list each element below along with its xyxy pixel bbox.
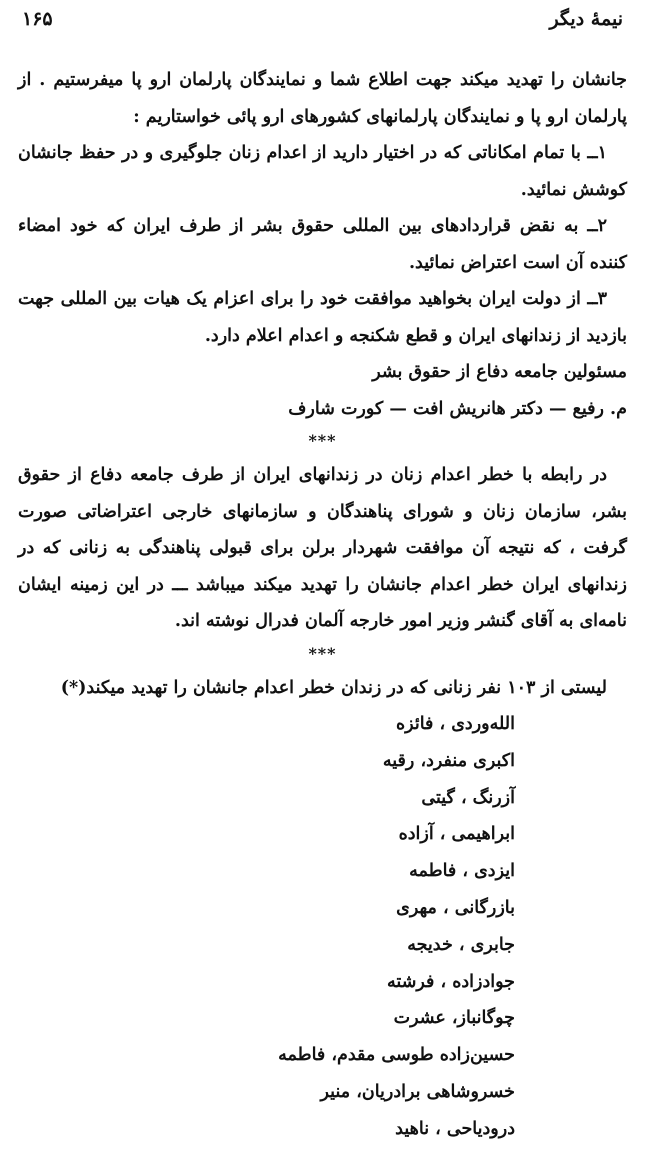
demand-item-3: ۳ــ از دولت ایران بخواهید موافقت خود را برای اعزام یک هیات بین المللی جهت بازدید از زندانهای ایران و قطع شکنجه و اعدام اعلام دارد. <box>18 289 627 346</box>
signature-organization: مسئولین جامعه دفاع از حقوق بشر <box>372 362 627 382</box>
page-body <box>18 62 627 1148</box>
paragraph-continuation: جانشان را تهدید میکند جهت اطلاع شما و نمایندگان پارلمان ارو پا میفرستیم . از پارلمان ارو پا و نمایندگان پارلمانهای کشورهای ارو پائی خواستاریم : <box>18 70 627 127</box>
paragraph-news: در رابطه با خطر اعدام زنان در زندانهای ایران از طرف جامعه دفاع از حقوق بشر، سازمان زنان و شورای پناهندگان و سازمانهای خارجی اعتراضاتی صورت گرفت ، که نتیجه آن موافقت شهردار برلن برای قبولی پناهندگی به زنانی که در زندانهای ایران خطر اعدام جانشان را تهدید میکند میباشد ـــ در این زمینه ایشان نامه‌ای به آقای گنشر وزیر امور خارجه آلمان فدرال نوشته اند. <box>18 465 627 631</box>
page-number: ۱۶۵ <box>22 8 53 30</box>
list-item: ابراهیمی ، آزاده <box>398 824 515 845</box>
section-separator: *** <box>308 643 337 663</box>
list-item: درودیاحی ، ناهید <box>395 1118 515 1139</box>
list-item: الله‌وردی ، فائزه <box>396 714 515 734</box>
names-list <box>18 706 627 1148</box>
list-item: خسروشاهی برادریان، منیر <box>320 1081 515 1102</box>
list-item: جوادزاده ، فرشته <box>387 971 515 992</box>
list-item: آزرنگ ، گیتی <box>421 787 515 808</box>
list-item: ایزدی ، فاطمه <box>409 861 515 882</box>
page-header <box>22 8 623 38</box>
list-item: بازرگانی ، مهری <box>396 897 515 918</box>
section-separator: *** <box>308 431 337 450</box>
list-title: لیستی از ۱۰۳ نفر زنانی که در زندان خطر اعدام جانشان را تهدید میکند(*) <box>60 677 607 698</box>
list-item: اکبری منفرد، رقیه <box>382 750 515 771</box>
signature-names: م. رفیع — دکتر هانریش افت — کورت شارف <box>288 398 627 419</box>
list-item: جابری ، خدیجه <box>407 934 515 955</box>
demand-item-2: ۲ــ به نقض قراردادهای بین المللی حقوق بشر از طرف ایران که خود امضاء کننده آن است اعتراض نمائید. <box>18 216 627 273</box>
running-title: نیمهٔ دیگر <box>549 8 623 30</box>
list-item: حسین‌زاده طوسی مقدم، فاطمه <box>278 1045 515 1066</box>
demand-item-1: ۱ــ با تمام امکاناتی که در اختیار دارید از اعدام زنان جلوگیری و در حفظ جانشان کوشش نمائید. <box>18 143 627 200</box>
list-item: چوگانباز، عشرت <box>393 1008 515 1029</box>
